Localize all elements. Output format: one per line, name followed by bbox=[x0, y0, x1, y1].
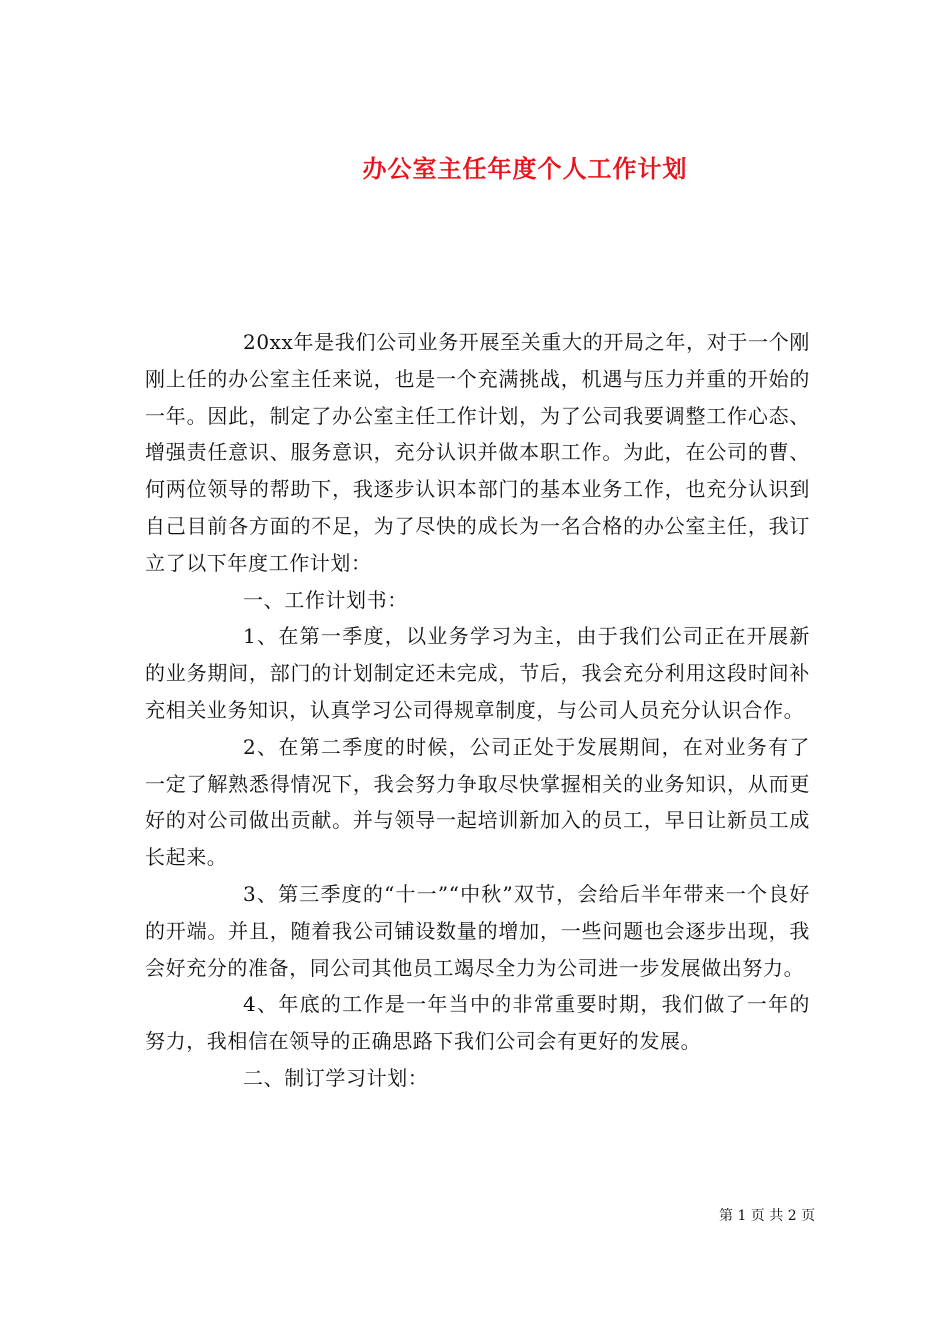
paragraph-year-end: 4、年底的工作是一年当中的非常重要时期，我们做了一年的努力，我相信在领导的正确思路下我们公司会有更好的发展。 bbox=[145, 992, 810, 1054]
document-title: 办公室主任年度个人工作计划 bbox=[362, 154, 688, 184]
paragraph-q1: 1、在第一季度，以业务学习为主，由于我们公司正在开展新的业务期间，部门的计划制定还未完成，节后，我会充分利用这段时间补充相关业务知识，认真学习公司得规章制度，与公司人员充分认识合作。 bbox=[145, 624, 810, 722]
section-heading-work-plan: 一、工作计划书： bbox=[243, 587, 408, 612]
paragraph-q3: 3、第三季度的“十一”“中秋”双节，会给后半年带来一个良好的开端。并且，随着我公司铺设数量的增加，一些问题也会逐步出现，我会好充分的准备，同公司其他员工竭尽全力为公司进一步发展做出努力。 bbox=[145, 881, 810, 980]
paragraph-intro: 20xx年是我们公司业务开展至关重大的开局之年，对于一个刚刚上任的办公室主任来说，也是一个充满挑战，机遇与压力并重的开始的一年。因此，制定了办公室主任工作计划，为了公司我要调整工作心态、增强责任意识、服务意识，充分认识并做本职工作。为此，在公司的曹、何两位领导的帮助下，我逐步认识本部门的基本业务工作，也充分认识到自己目前各方面的不足，为了尽快的成长为一名合格的办公室主任，我订立了以下年度工作计划： bbox=[145, 330, 810, 575]
document-body bbox=[145, 324, 810, 1097]
paragraph-q2: 2、在第二季度的时候，公司正处于发展期间，在对业务有了一定了解熟悉得情况下，我会努力争取尽快掌握相关的业务知识，从而更好的对公司做出贡献。并与领导一起培训新加入的员工，早日让新员工成长起来。 bbox=[145, 734, 810, 870]
section-heading-study-plan: 二、制订学习计划： bbox=[243, 1065, 429, 1090]
page-number-footer: 第 1 页 共 2 页 bbox=[719, 1208, 816, 1224]
